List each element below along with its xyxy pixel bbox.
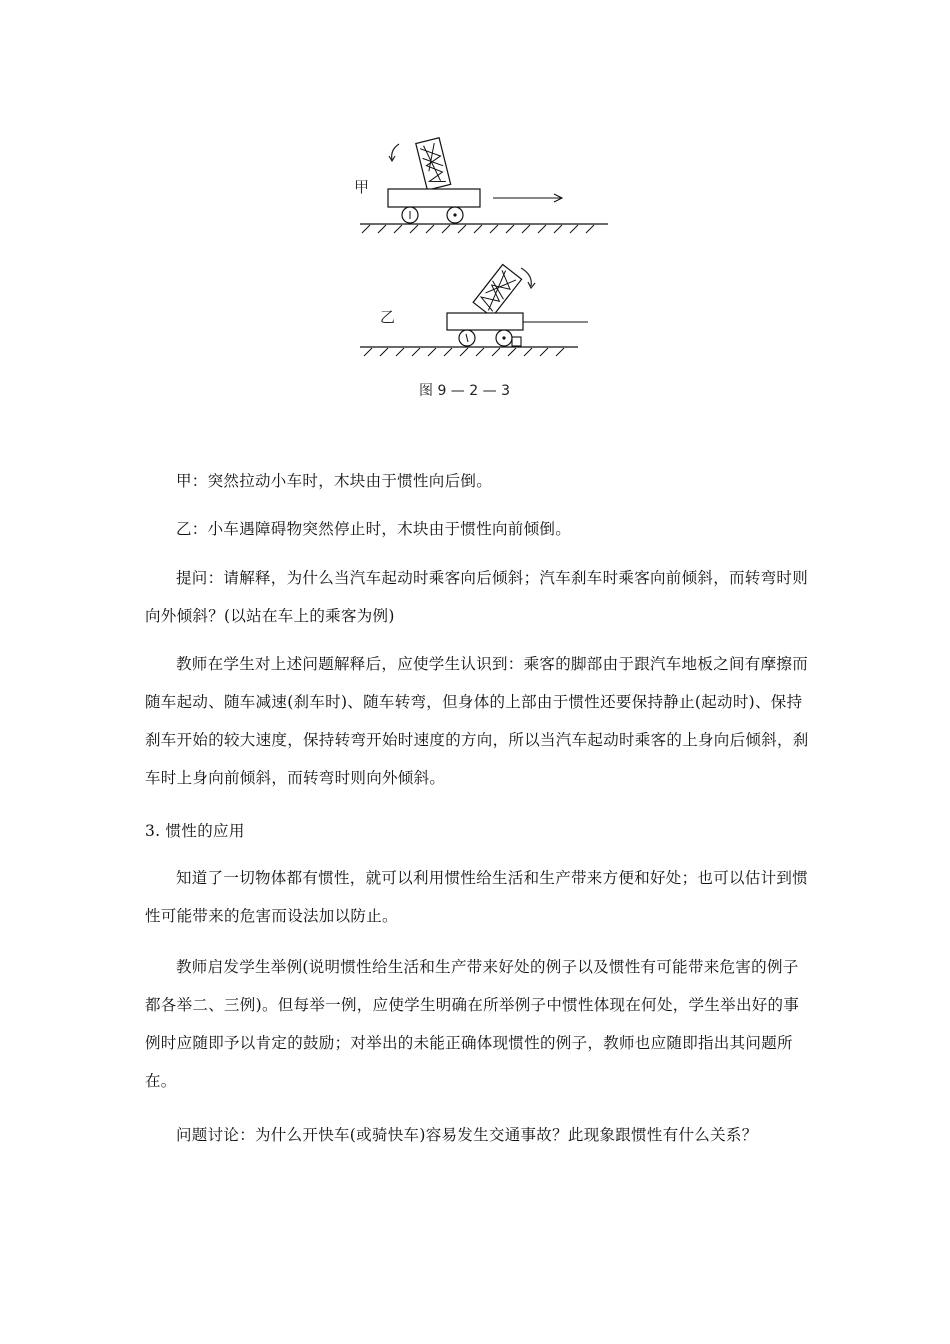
block-jia bbox=[416, 138, 451, 190]
figure-caption: 图 9 — 2 — 3 bbox=[419, 383, 510, 399]
ground-hatch-yi bbox=[364, 348, 564, 356]
ground-hatch-jia bbox=[362, 225, 594, 233]
paragraph-yi: 乙：小车遇障碍物突然停止时，木块由于惯性向前倾倒。 bbox=[176, 520, 572, 538]
label-jia: 甲 bbox=[354, 178, 370, 196]
pull-arrow-jia-icon bbox=[493, 194, 562, 202]
section-heading-3: 3. 惯性的应用 bbox=[145, 822, 245, 840]
paragraph-discussion: 问题讨论：为什么开快车(或骑快车)容易发生交通事故？此现象跟惯性有什么关系？ bbox=[176, 1126, 758, 1144]
paragraph-question: 提问：请解释，为什么当汽车起动时乘客向后倾斜；汽车刹车时乘客向前倾斜，而转弯时则向外倾斜？(以站在车上的乘客为例) bbox=[145, 569, 809, 625]
paragraph-jia: 甲：突然拉动小车时，木块由于惯性向后倒。 bbox=[176, 472, 493, 490]
cart-body-yi bbox=[447, 313, 523, 330]
label-yi: 乙 bbox=[380, 308, 396, 326]
inertia-cart-figure bbox=[340, 130, 630, 420]
paragraph-know-inertia: 知道了一切物体都有惯性，就可以利用惯性给生活和生产带来方便和好处；也可以估计到惯性可能带来的危害而设法加以防止。 bbox=[145, 869, 809, 925]
rotation-arrow-yi-icon bbox=[521, 268, 535, 288]
paragraph-teacher-examples: 教师启发学生举例(说明惯性给生活和生产带来好处的例子以及惯性有可能带来危害的例子都各举二、三例)。但每举一例，应使学生明确在所举例子中惯性体现在何处，学生举出好的事例时应随即予以肯定的鼓励；对举出的未能正确体现惯性的例子，教师也应随即指出其问题所在。 bbox=[145, 958, 800, 1090]
paragraph-teacher-explain: 教师在学生对上述问题解释后，应使学生认识到：乘客的脚部由于跟汽车地板之间有摩擦而随车起动、随车减速(刹车时)、随车转弯，但身体的上部由于惯性还要保持静止(起动时)、保持刹车开始的较大速度，保持转弯开始时速度的方向，所以当汽车起动时乘客的上身向后倾斜，刹车时上身向前倾斜，而转弯时则向外倾斜。 bbox=[145, 655, 809, 787]
obstacle-yi bbox=[512, 337, 521, 346]
rotation-arrow-jia-icon bbox=[389, 144, 399, 161]
block-yi bbox=[473, 264, 521, 317]
cart-body-jia bbox=[388, 189, 480, 207]
